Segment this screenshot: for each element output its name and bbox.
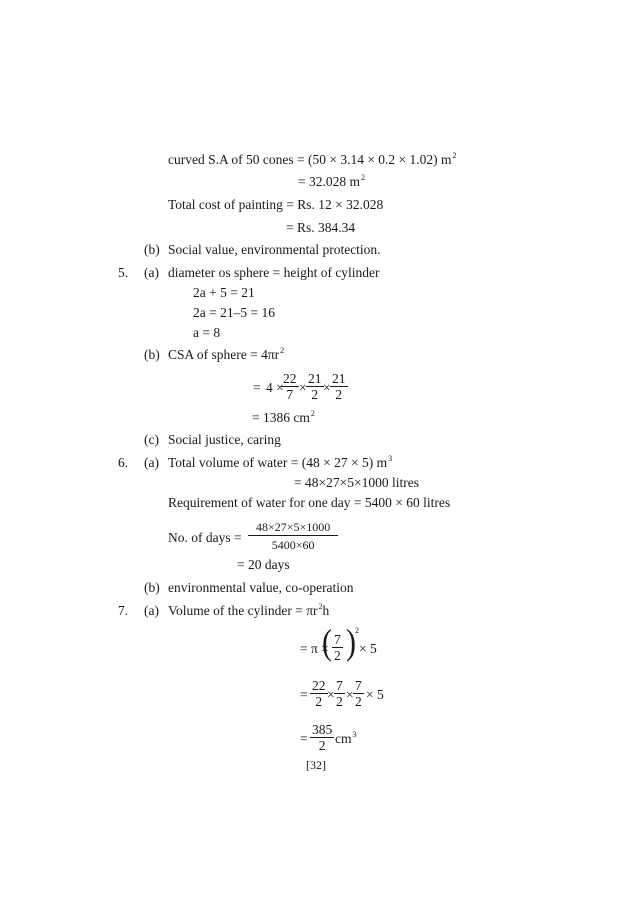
q7a-text: Volume of the cylinder = $\pi r^2h$	[168, 602, 330, 618]
q7a-unit: $cm^3$	[335, 730, 357, 746]
q5b-result: = 1386 $cm^2$	[252, 409, 315, 425]
q4b-label: (b)	[144, 242, 160, 257]
q5a-step-1: 2a + 5 = 21	[193, 285, 255, 300]
q4b-text: Social value, environmental protection.	[168, 242, 381, 257]
q5-number: 5.	[118, 265, 129, 280]
q7a-times-five: × 5	[359, 641, 377, 656]
q7a-step1-prefix: = π ×	[300, 641, 329, 656]
q5a-step-3: a = 8	[193, 325, 221, 340]
q6a-days-fraction: 48×27×5×1000 5400×60	[248, 520, 338, 553]
line-curved-sa: curved S.A of 50 cones = (50 × 3.14 × 0.2 × 1.02) $m^2$	[168, 151, 457, 167]
q7a-step3-equals: =	[300, 731, 308, 746]
q6a-days-label: No. of days =	[168, 530, 242, 545]
q7a-power: 2	[355, 626, 359, 635]
q6a-requirement: Requirement of water for one day = 5400 × 60 litres	[168, 495, 451, 510]
q7a-left-paren: (	[322, 622, 332, 663]
q6a-result: = 20 days	[237, 557, 290, 572]
q5a-label: (a)	[144, 265, 159, 280]
q5b-fraction-3: 21 2	[332, 371, 346, 402]
q7a-fraction-2c: 7 2	[355, 678, 362, 709]
page-number: [32]	[306, 758, 326, 772]
q5b-label: (b)	[144, 347, 160, 362]
line-curved-sa-result: = 32.028 $m^2$	[298, 173, 365, 189]
q5b-times-2: ×	[323, 380, 331, 395]
q5b-fraction-1: 22 7	[283, 371, 297, 402]
line-total-cost-result: = Rs. 384.34	[286, 220, 356, 235]
q5c-text: Social justice, caring	[168, 432, 281, 447]
q5b-equals: =	[253, 380, 261, 395]
q6b-text: environmental value, co-operation	[168, 580, 354, 595]
q7a-step2-times-2: ×	[346, 687, 354, 702]
q7a-step2-equals: =	[300, 687, 308, 702]
q6a-litres: = 48×27×5×1000 litres	[294, 475, 419, 490]
q7a-step2-times-1: ×	[327, 687, 335, 702]
q6a-label: (a)	[144, 455, 159, 470]
q5c-label: (c)	[144, 432, 159, 447]
q7a-fraction-3: 385 2	[312, 722, 333, 753]
q5a-text: diameter os sphere = height of cylinder	[168, 265, 380, 280]
q7a-step2-times-5: × 5	[366, 687, 384, 702]
q6b-label: (b)	[144, 580, 160, 595]
q6-number: 6.	[118, 455, 129, 470]
q7a-label: (a)	[144, 603, 159, 618]
q5b-times-1: ×	[299, 380, 307, 395]
q5b-fraction-2: 21 2	[308, 371, 322, 402]
q7a-fraction-2a: 22 2	[312, 678, 326, 709]
line-total-cost: Total cost of painting = Rs. 12 × 32.028	[168, 197, 384, 212]
q7a-fraction-2b: 7 2	[336, 678, 343, 709]
q7-number: 7.	[118, 603, 129, 618]
q6a-text: Total volume of water = (48 × 27 × 5) $m^3$	[168, 454, 393, 470]
q7a-right-paren: )	[346, 622, 356, 663]
q7a-fraction-1: 7 2	[334, 632, 341, 663]
q5a-step-2: 2a = 21–5 = 16	[193, 305, 275, 320]
q5b-text: CSA of sphere = $4\pi r^2$	[168, 346, 285, 362]
q5b-four-times: 4 ×	[266, 380, 284, 395]
